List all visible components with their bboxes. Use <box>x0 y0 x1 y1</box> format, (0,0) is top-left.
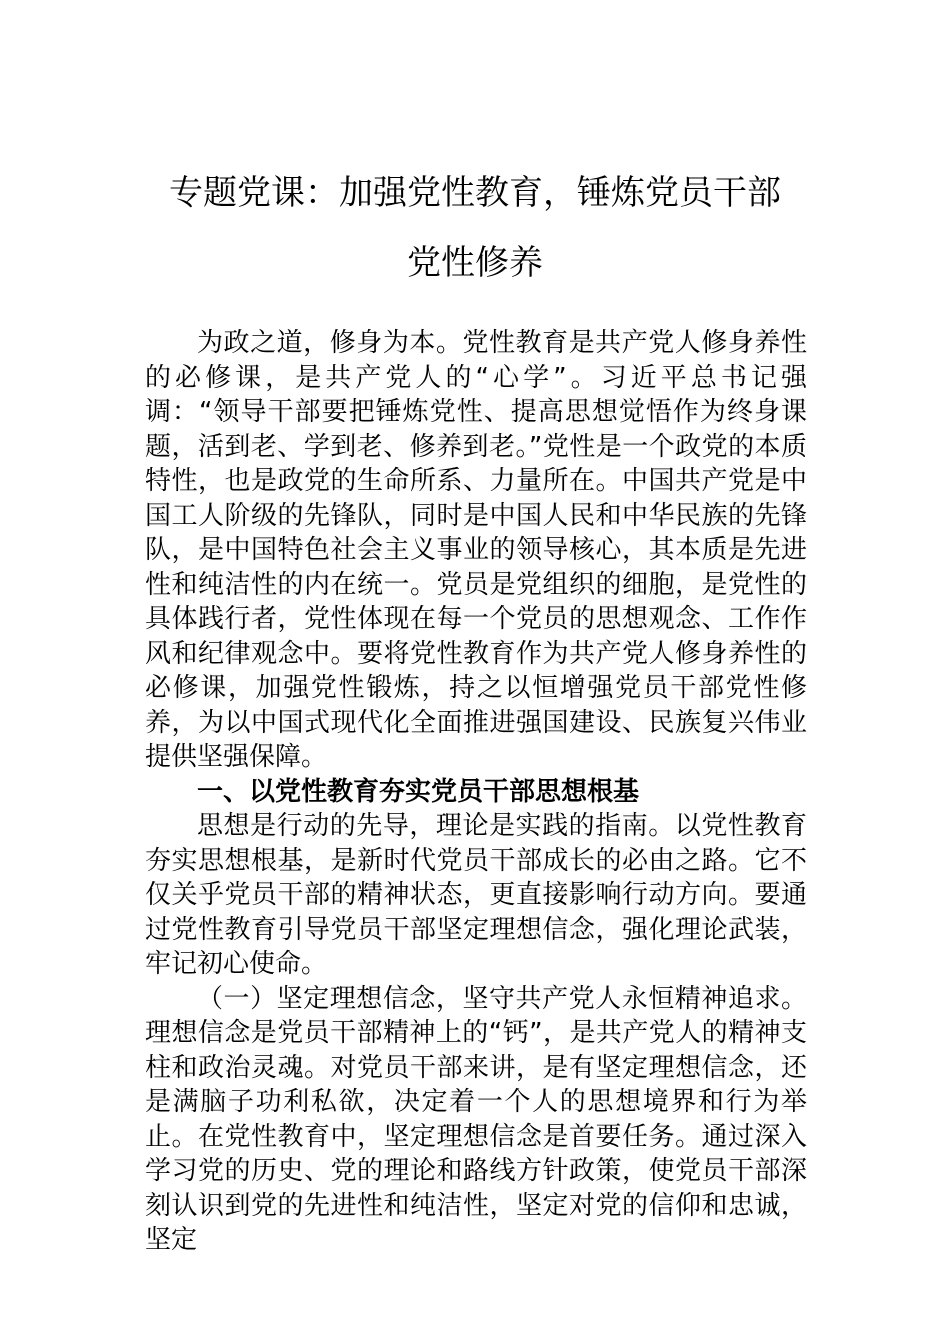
section-heading-1: 一、以党性教育夯实党员干部思想根基 <box>197 776 640 807</box>
subsection-1-paragraph: （一）坚定理想信念，坚守共产党人永恒精神追求。理想信念是党员干部精神上的“钙”，是共产党人的精神支柱和政治灵魂。对党员干部来讲，是有坚定理想信念，还是满脑子功利私欲，决定着一个人的思想境界和行为举止。在党性教育中，坚定理想信念是首要任务。通过深入学习党的历史、党的理论和路线方针政策，使党员干部深刻认识到党的先进性和纯洁性，坚定对党的信仰和忠诚，坚定 <box>145 983 807 1255</box>
document-title <box>140 158 810 298</box>
title-line-1: 专题党课：加强党性教育，锤炼党员干部 <box>169 173 781 213</box>
section-1-paragraph: 思想是行动的先导，理论是实践的指南。以党性教育夯实思想根基，是新时代党员干部成长的必由之路。它不仅关乎党员干部的精神状态，更直接影响行动方向。要通过党性教育引导党员干部坚定理想信念，强化理论武装，牢记初心使命。 <box>145 811 807 979</box>
intro-paragraph: 为政之道，修身为本。党性教育是共产党人修身养性的必修课，是共产党人的“心学”。习近平总书记强调：“领导干部要把锤炼党性、提高思想觉悟作为终身课题，活到老、学到老、修养到老。”党性是一个政党的本质特性，也是政党的生命所系、力量所在。中国共产党是中国工人阶级的先锋队，同时是中国人民和中华民族的先锋队，是中国特色社会主义事业的领导核心，其本质是先进性和纯洁性的内在统一。党员是党组织的细胞，是党性的具体践行者，党性体现在每一个党员的思想观念、工作作风和纪律观念中。要将党性教育作为共产党人修身养性的必修课，加强党性锻炼，持之以恒增强党员干部党性修养，为以中国式现代化全面推进强国建设、民族复兴伟业提供坚强保障。 <box>145 328 807 772</box>
document-body <box>145 326 807 1258</box>
title-line-2: 党性修养 <box>407 243 543 283</box>
